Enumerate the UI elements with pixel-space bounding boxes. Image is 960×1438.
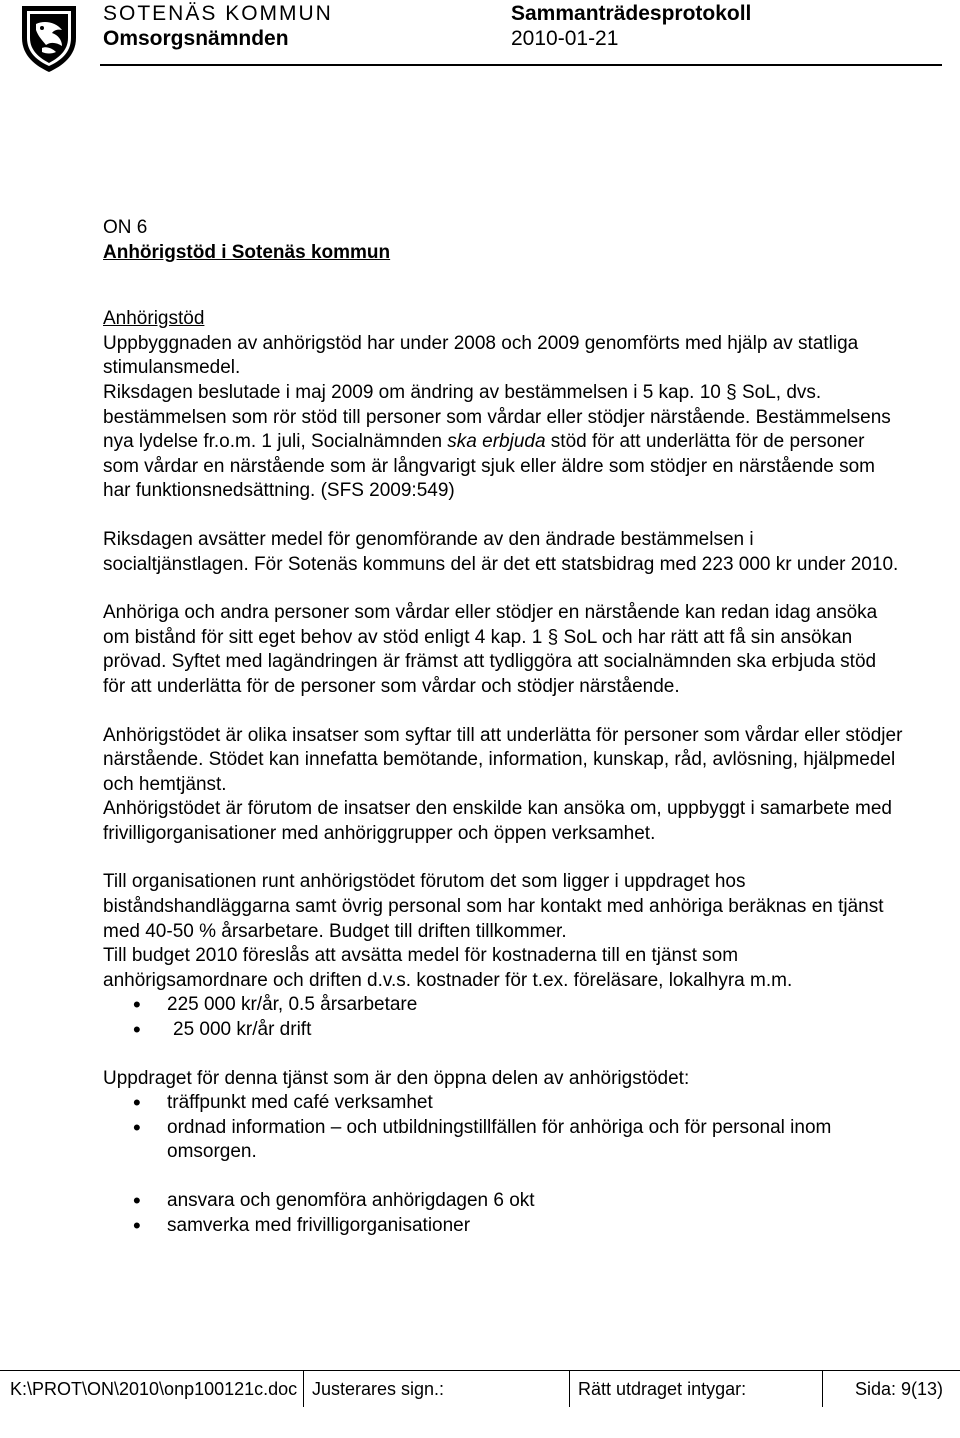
footer-file-path: K:\PROT\ON\2010\onp100121c.doc [10, 1379, 298, 1399]
list-item: • 25 000 kr/år drift [103, 1018, 903, 1043]
paragraph-background [103, 332, 903, 504]
task-list [103, 1091, 903, 1165]
municipal-coat-of-arms-icon [18, 2, 80, 74]
committee-name: Omsorgsnämnden [103, 27, 289, 50]
section-sign: § [726, 381, 737, 403]
paragraph-background-a: Uppbyggnaden av anhörigstöd har under 2008 och 2009 genomförts med hjälp av statliga stimulansmedel. [103, 332, 859, 379]
paragraph-background-c: SoL, dvs. bestämmelsen som rör stöd till personer som vårdar eller stödjer närstående. Bestämmelsens nya lydelse fr.o.m. 1 juli, Socialnämnden [103, 381, 891, 453]
municipality-name: SOTENÄS KOMMUN [103, 2, 333, 25]
meeting-date: 2010-01-21 [511, 27, 619, 50]
footer-divider [822, 1371, 823, 1407]
task-list-continued [103, 1189, 903, 1238]
case-number: ON 6 [103, 217, 148, 238]
footer-certified: Rätt utdraget intygar: [578, 1379, 747, 1399]
case-title: Anhörigstöd i Sotenäs kommun [103, 241, 391, 263]
paragraph-rights-b: SoL och har rätt att få sin ansökan prövad. Syftet med lagändringen är främst att tydliggöra att socialnämnden ska erbjuda stöd för att underlätta för de personer som vårdar och stödjer närstående. [103, 626, 877, 697]
paragraph-funding: Riksdagen avsätter medel för genomförande av den ändrade bestämmelsen i socialtjänstlagen. För Sotenäs kommuns del är det ett statsbidrag med 223 000 kr under 2010. [103, 528, 899, 575]
paragraph-background-d: stöd för att underlätta för de personer som vårdar en närstående som är långvarigt sjuk eller äldre som stödjer en närstående som har funktionsnedsättning. (SFS 2009:549) [103, 431, 875, 502]
section-sign: § [547, 626, 559, 648]
list-item: • ansvara och genomföra anhörigdagen 6 okt [103, 1189, 903, 1214]
page-header [0, 0, 960, 96]
footer-adjusted-signature: Justerares sign.: [312, 1379, 445, 1399]
footer-divider [303, 1371, 304, 1407]
paragraph-background-b: Riksdagen beslutade i maj 2009 om ändring av bestämmelsen i 5 kap. 10 [103, 381, 727, 403]
footer-divider [569, 1371, 570, 1407]
list-item: • 225 000 kr/år, 0.5 årsarbetare [103, 993, 903, 1018]
list-item: • träffpunkt med café verksamhet [103, 1091, 903, 1116]
paragraph-support-definition: Anhörigstödet är olika insatser som syftar till att underlätta för personer som vårdar eller stödjer närstående. Stödet kan innefatta bemötande, information, kunskap, råd, avlösning, hjälpmedel och hemtjänst. [103, 724, 903, 795]
paragraph-budget: Till budget 2010 föreslås att avsätta medel för kostnaderna till en tjänst som anhörigsamordnare och driften d.v.s. kostnader för t.ex. föreläsare, lokalhyra m.m. [103, 945, 793, 991]
list-item: • ordnad information – och utbildningstillfällen för anhöriga och för personal inom omsorgen. [103, 1116, 903, 1165]
emphasis-ska-erbjuda: ska erbjuda [447, 431, 546, 453]
budget-list [103, 993, 903, 1042]
paragraph-assignment: Uppdraget för denna tjänst som är den öppna delen av anhörigstödet: [103, 1067, 690, 1089]
paragraph-support-structure: Anhörigstödet är förutom de insatser den enskilde kan ansöka om, uppbyggt i samarbete med frivilligorganisationer med anhöriggrupper och öppen verksamhet. [103, 798, 892, 844]
section-title: Anhörigstöd [103, 308, 205, 330]
protocol-body [103, 216, 903, 1238]
footer-page-number: Sida: 9(13) [855, 1379, 944, 1399]
document-type: Sammanträdesprotokoll [511, 2, 752, 25]
paragraph-rights [103, 601, 903, 699]
page-footer [0, 1370, 960, 1407]
paragraph-organisation: Till organisationen runt anhörigstödet förutom det som ligger i uppdraget hos biståndshandläggarna samt övrig personal som har kontakt med anhöriga beräknas en tjänst med 40-50 % årsarbetare. Budget till driften tillkommer. [103, 871, 884, 942]
paragraph-rights-a: Anhöriga och andra personer som vårdar eller stödjer en närstående kan redan idag ansöka om bistånd för sitt eget behov av stöd enligt 4 kap. 1 [103, 602, 878, 648]
list-item: • samverka med frivilligorganisationer [103, 1214, 903, 1239]
header-rule [100, 64, 942, 66]
